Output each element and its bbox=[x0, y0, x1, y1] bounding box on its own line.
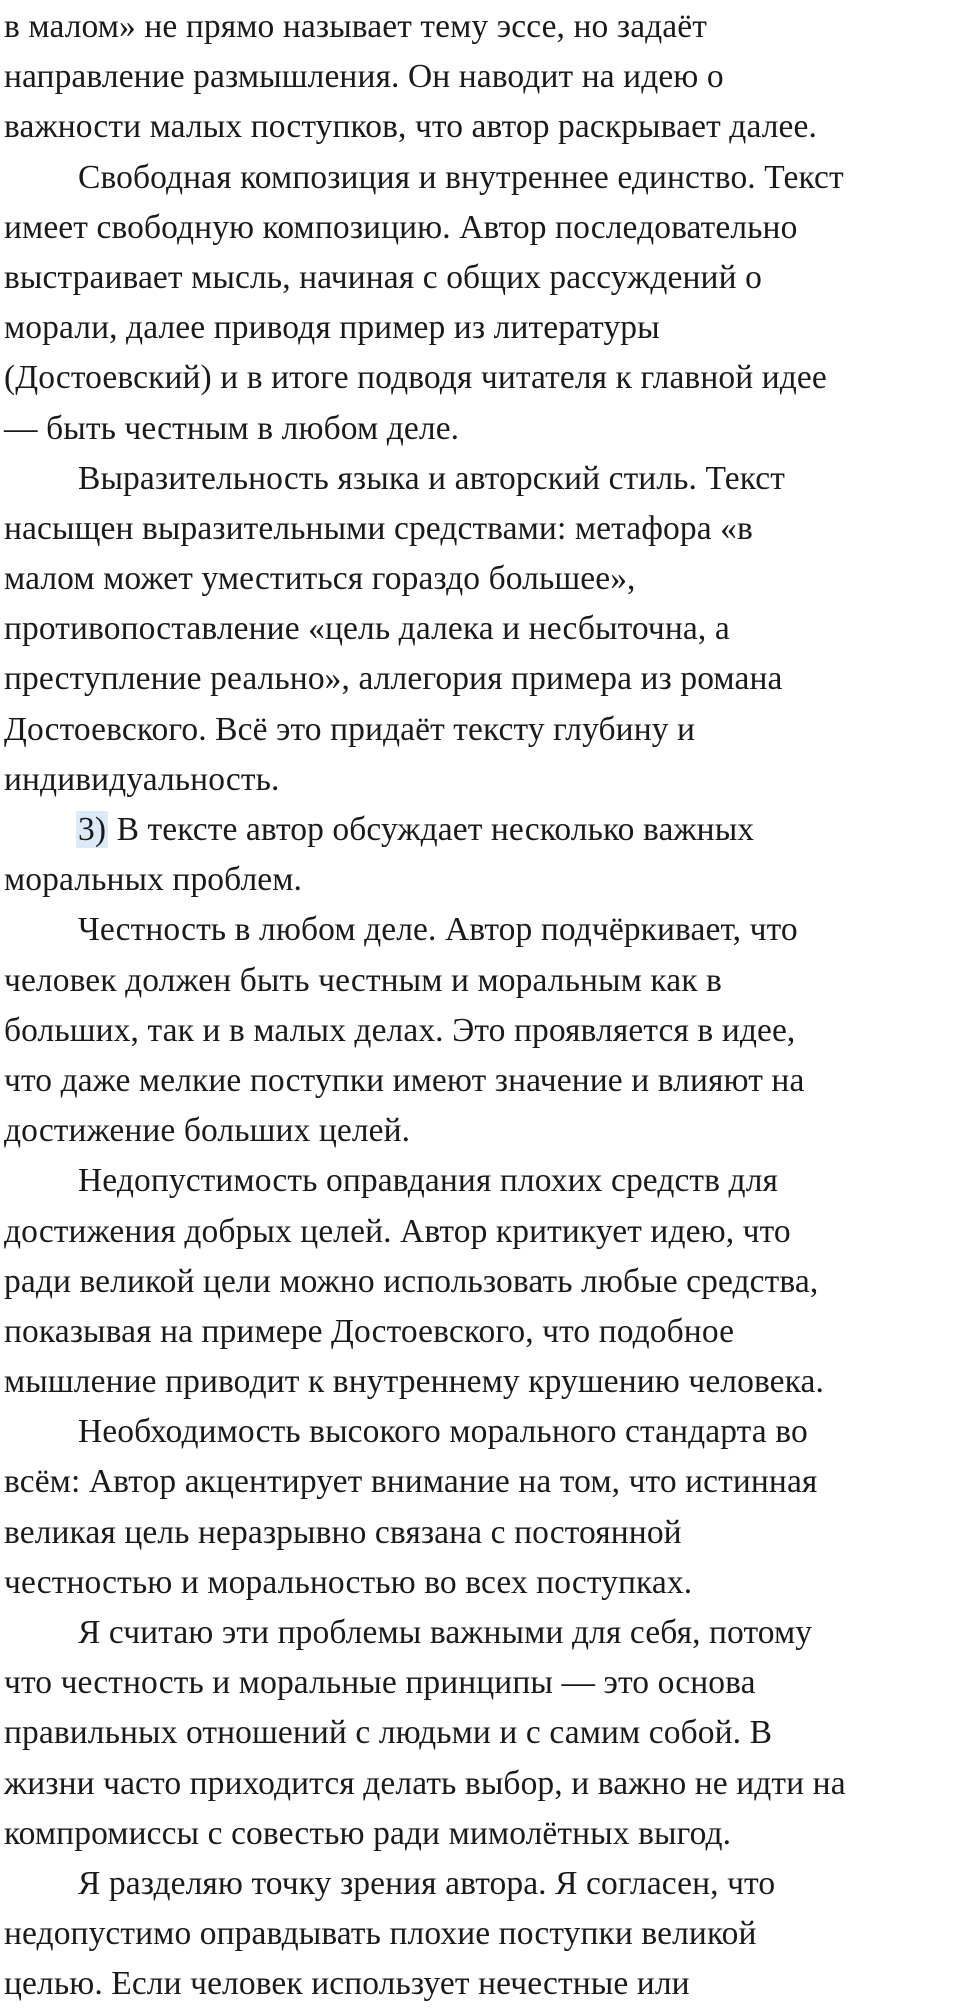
text-line: целью. Если человек использует нечестные или bbox=[4, 1965, 690, 2003]
text-line bbox=[4, 805, 954, 855]
text-line: что честность и моральные принципы — это основа bbox=[4, 1664, 756, 1702]
text-line: преступление реально», аллегория примера из романа bbox=[4, 660, 783, 698]
text-line: индивидуальность. bbox=[4, 760, 280, 798]
text-line: мышление приводит к внутреннему крушению человека. bbox=[4, 1363, 824, 1401]
text-line: имеет свободную композицию. Автор последовательно bbox=[4, 208, 798, 246]
text-line: больших, так и в малых делах. Это проявляется в идее, bbox=[4, 1011, 796, 1049]
text-line: направление размышления. Он наводит на идею о bbox=[4, 58, 724, 96]
text-line: достижение больших целей. bbox=[4, 1112, 411, 1150]
paragraph-agreement bbox=[4, 1859, 954, 2010]
text-line: в малом» не прямо называет тему эссе, но задаёт bbox=[4, 8, 707, 45]
text-line: Я разделяю точку зрения автора. Я согласен, что bbox=[78, 1864, 776, 1902]
text-line: всём: Автор акцентирует внимание на том, что истинная bbox=[4, 1463, 818, 1501]
text-line: честностью и моральностью во всех поступках. bbox=[4, 1563, 693, 1601]
text-line: моральных проблем. bbox=[4, 861, 303, 899]
paragraph-style bbox=[4, 454, 954, 805]
text-line: малом может уместиться гораздо большее», bbox=[4, 560, 636, 598]
text-line: Необходимость высокого морального стандарта во bbox=[78, 1413, 808, 1451]
text-line: компромиссы с совестью ради мимолётных выгод. bbox=[4, 1814, 732, 1852]
text-line: показывая на примере Достоевского, что подобное bbox=[4, 1312, 735, 1350]
text-line-content: В тексте автор обсуждает несколько важных bbox=[108, 811, 755, 848]
text-line: что даже мелкие поступки имеют значение и влияют на bbox=[4, 1061, 805, 1099]
paragraph-personal-view bbox=[4, 1608, 954, 1859]
text-line: ради великой цели можно использовать любые средства, bbox=[4, 1262, 819, 1300]
text-line: недопустимо оправдывать плохие поступки великой bbox=[4, 1915, 757, 1953]
text-line: жизни часто приходится делать выбор, и важно не идти на bbox=[4, 1764, 846, 1802]
text-line: Честность в любом деле. Автор подчёркивает, что bbox=[78, 911, 798, 949]
list-marker-highlighted[interactable]: 3) bbox=[78, 811, 107, 848]
paragraph-item-3 bbox=[4, 805, 954, 905]
text-line: достижения добрых целей. Автор критикует идею, что bbox=[4, 1212, 791, 1250]
paragraph-honesty bbox=[4, 905, 954, 1156]
text-line: важности малых поступков, что автор раскрывает далее. bbox=[4, 108, 817, 146]
text-line: (Достоевский) и в итоге подводя читателя к главной идее bbox=[4, 359, 827, 397]
document-page bbox=[4, 2, 954, 2010]
text-line: — быть честным в любом деле. bbox=[4, 409, 460, 447]
text-line: выстраивает мысль, начиная с общих рассуждений о bbox=[4, 258, 762, 296]
text-line: Выразительность языка и авторский стиль. Текст bbox=[78, 459, 785, 497]
paragraph-composition bbox=[4, 153, 954, 454]
text-line: Недопустимость оправдания плохих средств для bbox=[78, 1162, 779, 1200]
text-line: Свободная композиция и внутреннее единство. Текст bbox=[78, 158, 844, 196]
paragraph-means bbox=[4, 1156, 954, 1407]
text-line: человек должен быть честным и моральным как в bbox=[4, 961, 722, 999]
text-line: противопоставление «цель далека и несбыточна, а bbox=[4, 610, 730, 648]
text-line: морали, далее приводя пример из литературы bbox=[4, 309, 660, 347]
paragraph-intro-continuation bbox=[4, 2, 954, 153]
text-line: правильных отношений с людьми и с самим собой. В bbox=[4, 1714, 773, 1752]
text-line: великая цель неразрывно связана с постоянной bbox=[4, 1513, 682, 1551]
text-line: Я считаю эти проблемы важными для себя, потому bbox=[78, 1614, 813, 1651]
text-line: насыщен выразительными средствами: метафора «в bbox=[4, 509, 753, 547]
paragraph-standard bbox=[4, 1407, 954, 1608]
text-line: Достоевского. Всё это придаёт тексту глубину и bbox=[4, 710, 696, 748]
